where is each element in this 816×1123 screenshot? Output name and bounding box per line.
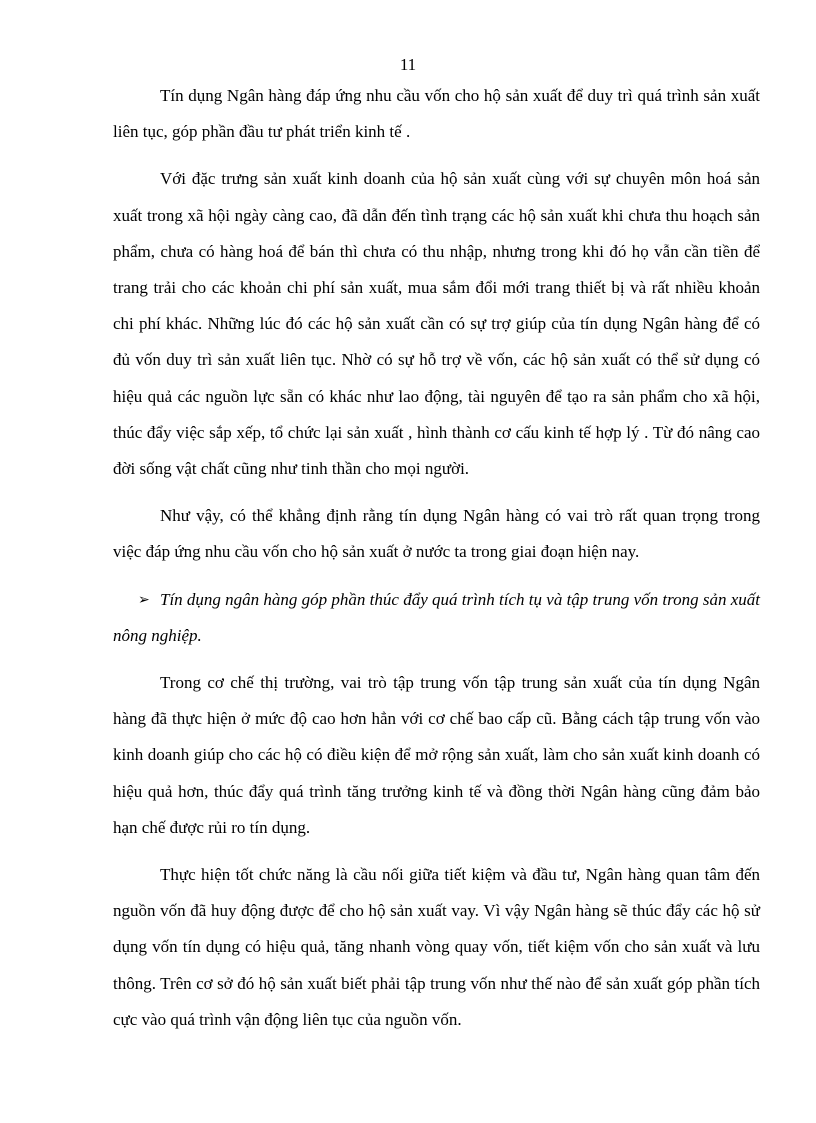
arrowhead-bullet-icon: ➢: [138, 591, 150, 608]
paragraph-4: Trong cơ chế thị trường, vai trò tập trung vốn tập trung sản xuất của tín dụng Ngân hàng đã thực hiện ở mức độ cao hơn hẳn với cơ chế bao cấp cũ. Bằng cách tập trung vốn vào kinh doanh giúp cho các hộ có điều kiện để mở rộng sản xuất, làm cho sản xuất kinh doanh có hiệu quả hơn, thúc đẩy quá trình tăng trưởng kinh tế và đồng thời Ngân hàng cũng đảm bảo hạn chế được rủi ro tín dụng.: [113, 673, 760, 837]
bullet-text: Tín dụng ngân hàng góp phần thúc đẩy quá trình tích tụ và tập trung vốn trong sản xuất nông nghiệp.: [113, 589, 761, 645]
page-body: [113, 78, 760, 1049]
paragraph-3: Như vậy, có thể khẳng định rằng tín dụng Ngân hàng có vai trò rất quan trọng trong việc đáp ứng nhu cầu vốn cho hộ sản xuất ở nước ta trong giai đoạn hiện nay.: [113, 506, 760, 562]
paragraph-2: Với đặc trưng sản xuất kinh doanh của hộ sản xuất cùng với sự chuyên môn hoá sản xuất trong xã hội ngày càng cao, đã dẫn đến tình trạng các hộ sản xuất khi chưa thu hoạch sản phẩm, chưa có hàng hoá để bán thì chưa có thu nhập, nhưng trong khi đó họ vẫn cần tiền để trang trải cho các khoản chi phí sản xuất, mua sắm đổi mới trang thiết bị và rất nhiều khoản chi phí khác. Những lúc đó các hộ sản xuất cần có sự trợ giúp của tín dụng Ngân hàng để có đủ vốn duy trì sản xuất liên tục. Nhờ có sự hỗ trợ về vốn, các hộ sản xuất có thể sử dụng có hiệu quả các nguồn lực sẵn có khác như lao động, tài nguyên để tạo ra sản phẩm cho xã hội, thúc đẩy việc sắp xếp, tổ chức lại sản xuất , hình thành cơ cấu kinh tế hợp lý . Từ đó nâng cao đời sống vật chất cũng như tinh thần cho mọi người.: [113, 169, 760, 479]
paragraph-1: Tín dụng Ngân hàng đáp ứng nhu cầu vốn cho hộ sản xuất để duy trì quá trình sản xuất liên tục, góp phần đầu tư phát triển kinh tế .: [113, 86, 760, 142]
paragraph-5: Thực hiện tốt chức năng là cầu nối giữa tiết kiệm và đầu tư, Ngân hàng quan tâm đến nguồn vốn đã huy động được để cho hộ sản xuất vay. Vì vậy Ngân hàng sẽ thúc đẩy các hộ sử dụng vốn tín dụng có hiệu quả, tăng nhanh vòng quay vốn, tiết kiệm vốn cho sản xuất và lưu thông. Trên cơ sở đó hộ sản xuất biết phải tập trung vốn như thế nào để sản xuất góp phần tích cực vào quá trình vận động liên tục của nguồn vốn.: [113, 865, 760, 1029]
page-number: 11: [399, 55, 417, 74]
bullet-item: [113, 582, 760, 654]
